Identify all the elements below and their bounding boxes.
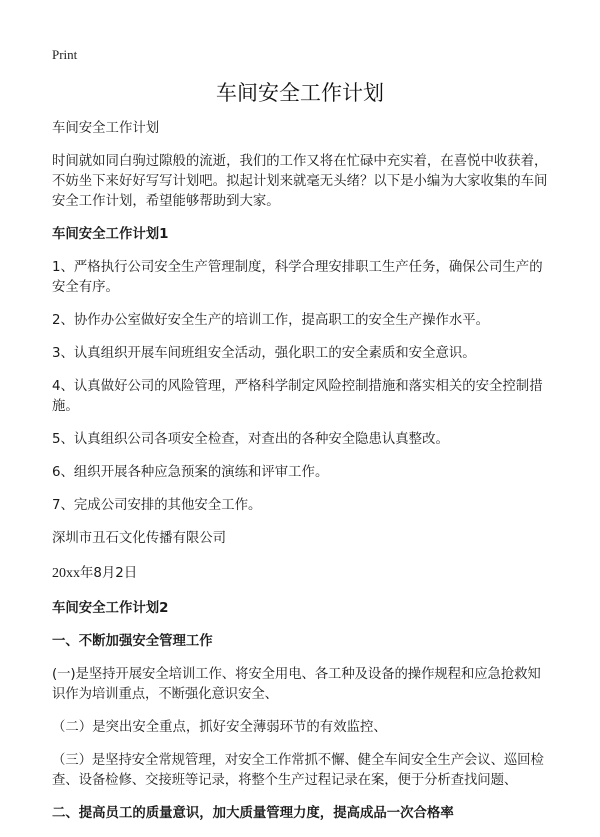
section1-item: 3、认真组织开展车间班组安全活动，强化职工的安全素质和安全意识。	[52, 346, 476, 361]
section2-item: (一)是坚持开展安全培训工作、将安全用电、各工种及设备的操作规程和应急抢救知识作为培训重点，不断强化意识安全、	[52, 667, 541, 702]
date-month-day: 年8月2日	[80, 566, 138, 581]
section1-item: 7、完成公司安排的其他安全工作。	[52, 498, 262, 513]
section1-heading: 车间安全工作计划1	[52, 227, 169, 242]
section2-sub1-heading: 一、不断加强安全管理工作	[52, 634, 213, 649]
section1-item: 6、组织开展各种应急预案的演练和评审工作。	[52, 465, 329, 480]
intro-paragraph: 时间就如同白驹过隙般的流逝，我们的工作又将在忙碌中充实着，在喜悦中收获着，不妨坐下来好好写写计划吧。拟起计划来就毫无头绪？以下是小编为大家收集的车间安全工作计划，希望能够帮助到大家。	[52, 154, 548, 209]
subtitle: 车间安全工作计划	[52, 121, 160, 136]
section2-sub2-heading: 二、提高员工的质量意识，加大质量管理力度，提高成品一次合格率	[52, 806, 454, 821]
section2-heading: 车间安全工作计划2	[52, 601, 169, 616]
article-body	[52, 119, 552, 837]
section1-item: 4、认真做好公司的风险管理，严格科学制定风险控制措施和落实相关的安全控制措施。	[52, 379, 543, 414]
section1-item: 1、严格执行公司安全生产管理制度，科学合理安排职工生产任务，确保公司生产的安全有序。	[52, 260, 543, 295]
section2-item: （三）是坚持安全常规管理，对安全工作常抓不懈、健全车间安全生产会议、巡回检查、设备检修、交接班等记录，将整个生产过程记录在案，便于分析查找问题、	[52, 753, 544, 788]
section2-item: （二）是突出安全重点，抓好安全薄弱环节的有效监控、	[52, 720, 387, 735]
company-name: 深圳市丑石文化传播有限公司	[52, 531, 227, 546]
print-link[interactable]: Print	[52, 47, 78, 62]
page-title: 车间安全工作计划	[216, 81, 384, 105]
date-year: 20xx	[52, 566, 80, 581]
date-line	[52, 564, 552, 584]
section1-item: 2、协作办公室做好安全生产的培训工作，提高职工的安全生产操作水平。	[52, 313, 490, 328]
section1-item: 5、认真组织公司各项安全检查，对查出的各种安全隐患认真整改。	[52, 432, 449, 447]
